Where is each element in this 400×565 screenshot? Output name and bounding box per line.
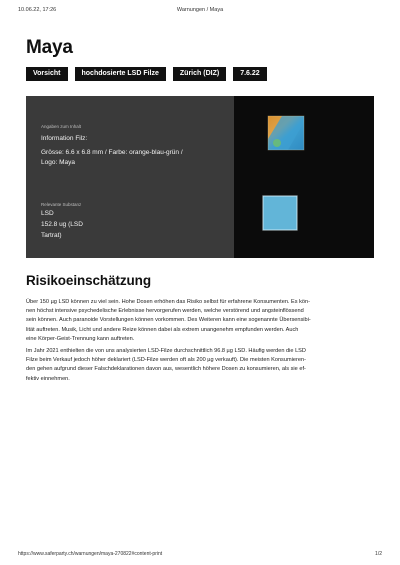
page-title: Maya — [26, 37, 73, 58]
tag-warning[interactable]: Vorsicht — [26, 67, 68, 81]
blotter-back-image — [262, 195, 298, 231]
substance-line: LSD — [41, 210, 54, 217]
tag-substance[interactable]: hochdosierte LSD Filze — [75, 67, 166, 81]
info-panel — [26, 96, 374, 258]
blotter-front-image — [266, 113, 306, 153]
tag-list — [26, 67, 267, 81]
substance-line: Tartrat) — [41, 232, 62, 239]
page-url[interactable]: https://www.saferparty.ch/warnungen/maya-270822#content-print — [18, 551, 163, 557]
text-line: fektiv einnehmen. — [26, 375, 70, 382]
print-footer — [18, 551, 382, 557]
text-line: lität auftreten. Musik, Licht und andere Reize können dabei als extrem unangenehm empfunden werden. Auch — [26, 326, 299, 333]
text-line: Filze beim Verkauf jedoch höher deklariert (LSD-Filze werden oft als 200 µg verkauft). Die meisten Konsumieren- — [26, 357, 306, 364]
risk-section — [26, 273, 374, 387]
risk-paragraph — [26, 347, 374, 384]
risk-paragraph — [26, 298, 374, 344]
info-line: Information Filz: — [41, 135, 88, 142]
text-line: Über 150 µg LSD können zu viel sein. Hohe Dosen erhöhen das Risiko selbst für erfahrene Konsumenten. Es kön- — [26, 299, 311, 305]
content-section-label: Angaben zum Inhalt — [41, 124, 82, 129]
substance-line: 152.8 ug (LSD — [41, 221, 83, 228]
text-line: sein können. Auch paranoide Vorstellungen können vorkommen. Des Weiteren kann eine sogenannte Übersensibi- — [26, 317, 311, 324]
tag-location[interactable]: Zürich (DIZ) — [173, 67, 226, 81]
info-details — [26, 96, 234, 258]
info-line: Logo: Maya — [41, 159, 75, 166]
text-line: nen höchst intensive psychedelische Erlebnisse hervorgerufen werden, welche verstörend und angsteinflössend — [26, 308, 304, 315]
page-number: 1/2 — [375, 551, 382, 557]
risk-heading: Risikoeinschätzung — [26, 273, 151, 288]
text-line: Im Jahr 2021 enthielten die von uns analysierten LSD-Filze durchschnittlich 96.8 µg LSD. Häufig werden die LSD — [26, 348, 306, 355]
print-header — [18, 7, 382, 13]
info-line: Grösse: 6.6 x 6.8 mm / Farbe: orange-blau-grün / — [41, 149, 183, 156]
text-line: eine Körper-Geist-Trennung kann auftreten. — [26, 335, 135, 342]
text-line: den gehen aufgrund dieser Falschdeklarationen davon aus, wesentlich höhere Dosen zu konsumieren, als sie ef- — [26, 366, 306, 373]
print-page-title: Warnungen / Maya — [176, 7, 224, 13]
blotter-photos — [234, 96, 374, 258]
print-datetime: 10.06.22, 17:26 — [18, 7, 57, 13]
tag-date[interactable]: 7.6.22 — [233, 67, 266, 81]
substance-section-label: Relevante Substanz — [41, 202, 82, 207]
